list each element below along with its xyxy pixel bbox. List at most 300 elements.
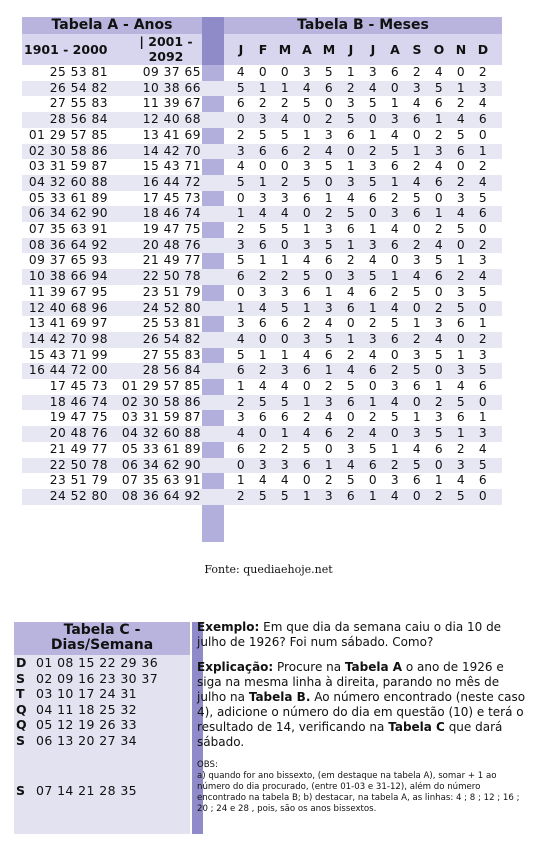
example-text: Em que dia da semana caiu o dia 10 de julho de 1926? Foi num sábado. Como?: [197, 620, 502, 649]
month-value-cell: 5: [346, 206, 356, 221]
month-value-cell: 4: [302, 80, 312, 95]
month-value-cell: 3: [280, 190, 290, 205]
month-value-cell: 3: [456, 284, 466, 299]
month-value-cell: 6: [412, 112, 422, 127]
month-value-cell: 2: [456, 174, 466, 189]
month-value-cell: 4: [280, 112, 290, 127]
month-value-cell: 1: [368, 300, 378, 315]
month-value-cell: 3: [434, 316, 444, 331]
month-value-cell: 4: [456, 379, 466, 393]
month-value-cell: 2: [302, 410, 312, 425]
month-value-cell: 1: [456, 253, 466, 268]
month-value-cell: 2: [478, 331, 488, 346]
weekday-letter: Q: [16, 717, 28, 732]
year-cell-2001-2092: 14 42 70: [142, 143, 201, 158]
month-value-cell: 0: [302, 206, 312, 221]
month-value-cell: 2: [368, 143, 378, 158]
year-cell-1901-2000: 08 36 64 92: [28, 237, 108, 252]
month-value-cell: 5: [368, 174, 378, 189]
month-value-cell: 5: [368, 96, 378, 111]
month-value-cell: 6: [258, 316, 268, 331]
month-value-cell: 2: [346, 80, 356, 95]
month-value-cell: 0: [280, 331, 290, 346]
month-value-cell: 5: [258, 127, 268, 142]
tabela-a-col1-header: 1901 - 2000: [24, 42, 108, 57]
year-cell-2001-2092: 03 31 59 87: [121, 410, 201, 425]
year-cell-2001-2092: 06 34 62 90: [121, 457, 201, 472]
weekday-letter: S: [16, 783, 26, 798]
month-value-cell: 0: [412, 300, 422, 315]
month-value-cell: 2: [236, 394, 246, 409]
month-value-cell: 4: [456, 112, 466, 127]
month-value-cell: 5: [456, 488, 466, 503]
month-value-cell: 3: [478, 426, 488, 441]
month-value-cell: 6: [346, 488, 356, 503]
explanation-text-3: Ao número encontrado (neste caso 4), adicione o número do dia em questão (10) e terá o resultado de 14, verificando na: [197, 690, 526, 734]
month-value-cell: 3: [324, 394, 334, 409]
month-value-cell: 1: [302, 222, 312, 236]
year-cell-2001-2092: 28 56 84: [142, 363, 201, 378]
month-value-cell: 6: [346, 222, 356, 236]
month-value-cell: 1: [390, 174, 400, 189]
year-cell-2001-2092: 01 29 57 85: [121, 379, 201, 393]
month-value-cell: 6: [346, 300, 356, 315]
month-value-cell: 2: [258, 441, 268, 456]
month-header: J: [370, 42, 376, 57]
month-value-cell: 1: [346, 237, 356, 252]
table-row: [22, 395, 502, 411]
month-value-cell: 0: [390, 347, 400, 362]
obs-text: a) quando for ano bissexto, (em destaque na tabela A), somar + 1 ao número do dia procurado, (entre 01-03 e 31-12), além do número encontrado na tabela B; b) destacar, na tabela A, as linhas: 4 ; 8 ; 12 ; 16 ; 20 ; 24 e 28 , pois, são os anos bissextos.: [197, 771, 520, 814]
year-cell-1901-2000: 11 39 67 95: [28, 284, 108, 299]
month-value-cell: 5: [346, 112, 356, 127]
table-row: [22, 96, 502, 112]
table-row: [22, 206, 502, 222]
month-value-cell: 0: [390, 80, 400, 95]
month-value-cell: 2: [390, 457, 400, 472]
year-cell-1901-2000: 02 30 58 86: [28, 143, 108, 158]
month-value-cell: 4: [324, 316, 334, 331]
month-value-cell: 1: [258, 253, 268, 268]
explanation-bold-2: Tabela B.: [248, 690, 311, 704]
month-value-cell: 0: [258, 331, 268, 346]
year-cell-1901-2000: 23 51 79: [49, 473, 108, 488]
month-value-cell: 0: [258, 65, 268, 79]
month-value-cell: 5: [434, 253, 444, 268]
weekday-letter: S: [16, 670, 26, 686]
month-value-cell: 4: [324, 143, 334, 158]
month-value-cell: 4: [324, 410, 334, 425]
month-value-cell: 5: [236, 174, 246, 189]
month-value-cell: 1: [302, 127, 312, 142]
month-value-cell: 0: [412, 222, 422, 236]
weekday-values: 07 14 21 28 35: [36, 783, 138, 798]
month-value-cell: 3: [346, 269, 356, 284]
month-value-cell: 1: [324, 190, 334, 205]
month-value-cell: 6: [478, 379, 488, 393]
month-value-cell: 2: [434, 222, 444, 236]
month-value-cell: 3: [478, 253, 488, 268]
month-value-cell: 0: [236, 190, 246, 205]
month-value-cell: 3: [346, 96, 356, 111]
month-value-cell: 4: [280, 379, 290, 393]
month-value-cell: 4: [236, 426, 246, 441]
month-value-cell: 0: [434, 190, 444, 205]
month-value-cell: 3: [324, 488, 334, 503]
month-value-cell: 2: [368, 316, 378, 331]
month-value-cell: 0: [412, 488, 422, 503]
table-row: [22, 410, 502, 426]
month-value-cell: 5: [478, 190, 488, 205]
year-cell-1901-2000: 24 52 80: [49, 488, 108, 503]
explanation-paragraph: [197, 660, 527, 750]
month-value-cell: 3: [236, 143, 246, 158]
year-cell-2001-2092: 07 35 63 91: [121, 473, 201, 488]
year-cell-2001-2092: 08 36 64 92: [121, 488, 201, 503]
month-value-cell: 1: [456, 80, 466, 95]
month-value-cell: 4: [390, 300, 400, 315]
year-cell-2001-2092: 27 55 83: [142, 347, 201, 362]
year-cell-2001-2092: 09 37 65: [142, 65, 201, 79]
obs-title: OBS:: [197, 760, 218, 770]
year-cell-2001-2092: 16 44 72: [142, 174, 201, 189]
month-value-cell: 5: [302, 96, 312, 111]
month-value-cell: 6: [258, 143, 268, 158]
table-row: [22, 285, 502, 301]
month-value-cell: 3: [302, 331, 312, 346]
month-value-cell: 0: [302, 112, 312, 127]
month-value-cell: 5: [434, 426, 444, 441]
month-value-cell: 3: [236, 237, 246, 252]
month-value-cell: 5: [280, 222, 290, 236]
table-row: [22, 65, 502, 81]
month-value-cell: 2: [280, 269, 290, 284]
month-value-cell: 2: [478, 65, 488, 79]
month-value-cell: 3: [302, 65, 312, 79]
tabela-a-header: [22, 34, 202, 65]
year-cell-1901-2000: 27 55 83: [49, 96, 108, 111]
example-paragraph: [197, 620, 527, 650]
month-value-cell: 5: [478, 284, 488, 299]
weekday-row: [14, 671, 190, 687]
month-value-cell: 2: [390, 363, 400, 378]
month-value-cell: 2: [258, 96, 268, 111]
year-cell-2001-2092: 10 38 66: [142, 80, 201, 95]
month-value-cell: 0: [456, 237, 466, 252]
month-value-cell: 0: [456, 65, 466, 79]
month-value-cell: 0: [368, 473, 378, 488]
month-value-cell: 4: [280, 206, 290, 221]
month-value-cell: 2: [324, 379, 334, 393]
explanation-text-4: que dará sábado.: [197, 720, 503, 749]
month-value-cell: 6: [434, 441, 444, 456]
month-value-cell: 2: [478, 237, 488, 252]
month-value-cell: 6: [324, 253, 334, 268]
explanation-text-2: o ano de 1926 e siga na mesma linha à direita, parando no mês de julho na: [197, 660, 504, 704]
month-value-cell: 3: [390, 379, 400, 393]
year-cell-2001-2092: 11 39 67: [142, 96, 201, 111]
month-value-cell: 1: [346, 159, 356, 174]
month-value-cell: 6: [434, 174, 444, 189]
month-value-cell: 4: [346, 457, 356, 472]
month-value-cell: 6: [368, 190, 378, 205]
month-value-cell: 1: [280, 426, 290, 441]
weekday-letter: Q: [16, 701, 28, 717]
month-value-cell: 2: [412, 331, 422, 346]
month-value-cell: 4: [390, 127, 400, 142]
month-value-cell: 2: [258, 363, 268, 378]
month-value-cell: 5: [258, 488, 268, 503]
month-value-cell: 1: [434, 112, 444, 127]
month-value-cell: 3: [434, 143, 444, 158]
year-cell-2001-2092: 19 47 75: [142, 222, 201, 236]
year-cell-1901-2000: 03 31 59 87: [28, 159, 108, 174]
month-value-cell: 3: [324, 222, 334, 236]
month-value-cell: 4: [258, 379, 268, 393]
table-row: [22, 112, 502, 128]
table-row: [22, 442, 502, 458]
month-value-cell: 2: [368, 410, 378, 425]
year-cell-1901-2000: 22 50 78: [49, 457, 108, 472]
month-value-cell: 5: [434, 347, 444, 362]
month-value-cell: 0: [478, 127, 488, 142]
month-value-cell: 1: [390, 96, 400, 111]
year-cell-2001-2092: 04 32 60 88: [121, 426, 201, 441]
month-value-cell: 4: [478, 269, 488, 284]
month-value-cell: 1: [434, 379, 444, 393]
explanation-panel: [197, 620, 527, 815]
month-value-cell: 6: [324, 80, 334, 95]
month-value-cell: 5: [456, 127, 466, 142]
month-value-cell: 6: [434, 269, 444, 284]
month-value-cell: 6: [478, 112, 488, 127]
month-value-cell: 6: [390, 159, 400, 174]
explanation-bold-3: Tabela C: [388, 720, 445, 734]
month-value-cell: 4: [236, 331, 246, 346]
table-row: [22, 253, 502, 269]
month-value-cell: 4: [434, 65, 444, 79]
month-value-cell: 1: [412, 143, 422, 158]
table-row: [22, 458, 502, 474]
month-value-cell: 5: [280, 394, 290, 409]
table-row: [22, 238, 502, 254]
month-value-cell: 3: [280, 284, 290, 299]
month-value-cell: 5: [324, 159, 334, 174]
month-value-cell: 0: [324, 174, 334, 189]
table-row: [22, 81, 502, 97]
month-value-cell: 5: [412, 457, 422, 472]
tabela-b-title: Tabela B - Meses: [224, 17, 502, 34]
month-value-cell: 2: [412, 159, 422, 174]
table-row: [22, 316, 502, 332]
month-value-cell: 6: [346, 127, 356, 142]
month-value-cell: 5: [258, 222, 268, 236]
month-value-cell: 1: [236, 206, 246, 221]
month-value-cell: 2: [434, 488, 444, 503]
month-value-cell: 5: [412, 284, 422, 299]
month-value-cell: 1: [280, 80, 290, 95]
month-value-cell: 2: [478, 159, 488, 174]
table-row: [22, 473, 502, 489]
month-value-cell: 1: [456, 347, 466, 362]
month-value-cell: 1: [280, 253, 290, 268]
table-row: [22, 489, 502, 505]
weekday-letter: S: [16, 732, 26, 748]
month-value-cell: 4: [456, 473, 466, 488]
year-cell-1901-2000: 19 47 75: [49, 410, 108, 425]
year-cell-2001-2092: 15 43 71: [142, 159, 201, 174]
month-header: M: [278, 42, 292, 57]
month-value-cell: 4: [478, 96, 488, 111]
month-header: D: [477, 42, 489, 57]
month-value-cell: 5: [324, 331, 334, 346]
year-cell-2001-2092: 20 48 76: [142, 237, 201, 252]
weekday-values: 05 12 19 26 33: [36, 717, 138, 732]
tabela-a-col2-header: | 2001 - 2092: [139, 34, 193, 64]
month-value-cell: 6: [478, 473, 488, 488]
year-cell-1901-2000: 26 54 82: [49, 80, 108, 95]
year-cell-2001-2092: 05 33 61 89: [121, 441, 201, 456]
month-value-cell: 3: [456, 457, 466, 472]
month-value-cell: 5: [368, 441, 378, 456]
month-value-cell: 5: [280, 127, 290, 142]
year-cell-2001-2092: 13 41 69: [142, 127, 201, 142]
weekday-letter: T: [16, 686, 25, 701]
month-value-cell: 2: [412, 237, 422, 252]
month-value-cell: 6: [368, 457, 378, 472]
month-value-cell: 5: [302, 174, 312, 189]
month-value-cell: 2: [434, 127, 444, 142]
month-value-cell: 4: [412, 96, 422, 111]
month-value-cell: 1: [434, 473, 444, 488]
month-value-cell: 1: [324, 284, 334, 299]
month-value-cell: 2: [456, 441, 466, 456]
month-value-cell: 6: [280, 143, 290, 158]
month-value-cell: 0: [346, 410, 356, 425]
explanation-bold-1: Tabela A: [344, 660, 403, 674]
year-cell-1901-2000: 14 42 70 98: [28, 331, 108, 346]
month-value-cell: 3: [368, 237, 378, 252]
month-value-cell: 4: [478, 441, 488, 456]
month-value-cell: 3: [412, 80, 422, 95]
tabela-a-title: Tabela A - Anos: [22, 17, 202, 34]
month-value-cell: 4: [236, 65, 246, 79]
weekday-row: [14, 717, 190, 733]
year-cell-1901-2000: 05 33 61 89: [28, 190, 108, 205]
table-row: [22, 159, 502, 175]
month-value-cell: 6: [236, 96, 246, 111]
month-value-cell: 1: [368, 127, 378, 142]
month-value-cell: 3: [478, 80, 488, 95]
month-value-cell: 4: [390, 394, 400, 409]
month-value-cell: 3: [280, 457, 290, 472]
year-cell-2001-2092: 25 53 81: [142, 316, 201, 331]
month-value-cell: 5: [346, 379, 356, 393]
month-value-cell: 6: [302, 190, 312, 205]
month-value-cell: 6: [302, 363, 312, 378]
month-value-cell: 1: [280, 347, 290, 362]
month-value-cell: 1: [258, 174, 268, 189]
month-value-cell: 0: [368, 112, 378, 127]
month-value-cell: 4: [302, 426, 312, 441]
month-value-cell: 3: [302, 159, 312, 174]
month-value-cell: 6: [390, 237, 400, 252]
month-value-cell: 0: [390, 426, 400, 441]
month-value-cell: 5: [236, 80, 246, 95]
month-value-cell: 5: [280, 300, 290, 315]
month-value-cell: 6: [434, 96, 444, 111]
month-value-cell: 0: [236, 457, 246, 472]
month-value-cell: 0: [434, 284, 444, 299]
table-row: [22, 222, 502, 238]
month-value-cell: 0: [258, 426, 268, 441]
month-value-cell: 0: [478, 394, 488, 409]
month-value-cell: 6: [456, 316, 466, 331]
month-value-cell: 2: [280, 96, 290, 111]
explanation-label: Explicação:: [197, 660, 274, 674]
month-value-cell: 5: [368, 269, 378, 284]
month-value-cell: 2: [302, 143, 312, 158]
example-label: Exemplo:: [197, 620, 260, 634]
month-value-cell: 5: [478, 457, 488, 472]
month-value-cell: 5: [324, 237, 334, 252]
month-value-cell: 3: [258, 284, 268, 299]
tabela-c-title: Tabela C - Dias/Semana: [14, 622, 190, 655]
month-value-cell: 2: [456, 96, 466, 111]
month-value-cell: 2: [258, 269, 268, 284]
month-value-cell: 4: [478, 174, 488, 189]
month-value-cell: 6: [346, 394, 356, 409]
year-cell-2001-2092: 18 46 74: [142, 206, 201, 221]
month-value-cell: 4: [434, 159, 444, 174]
month-value-cell: 5: [302, 441, 312, 456]
month-value-cell: 4: [258, 473, 268, 488]
month-value-cell: 2: [346, 426, 356, 441]
month-value-cell: 0: [412, 127, 422, 142]
month-value-cell: 4: [280, 473, 290, 488]
month-value-cell: 0: [280, 159, 290, 174]
month-value-cell: 0: [302, 379, 312, 393]
month-value-cell: 4: [302, 253, 312, 268]
month-value-cell: 4: [434, 331, 444, 346]
year-cell-1901-2000: 10 38 66 94: [28, 269, 108, 284]
month-value-cell: 2: [390, 190, 400, 205]
year-cell-1901-2000: 18 46 74: [49, 394, 108, 409]
month-value-cell: 4: [434, 237, 444, 252]
month-value-cell: 5: [434, 80, 444, 95]
month-value-cell: 3: [456, 363, 466, 378]
year-cell-1901-2000: 12 40 68 96: [28, 300, 108, 315]
month-header: A: [302, 42, 312, 57]
month-value-cell: 4: [346, 284, 356, 299]
month-value-cell: 4: [412, 441, 422, 456]
month-value-cell: 2: [456, 269, 466, 284]
table-row: [22, 332, 502, 348]
month-value-cell: 2: [236, 222, 246, 236]
weekday-row: [14, 783, 190, 799]
month-value-cell: 3: [368, 159, 378, 174]
year-cell-2001-2092: 17 45 73: [142, 190, 201, 205]
year-cell-2001-2092: 23 51 79: [142, 284, 201, 299]
month-value-cell: 1: [258, 347, 268, 362]
month-value-cell: 4: [346, 190, 356, 205]
month-value-cell: 4: [412, 174, 422, 189]
month-value-cell: 1: [434, 206, 444, 221]
year-cell-2001-2092: 24 52 80: [142, 300, 201, 315]
month-value-cell: 2: [346, 347, 356, 362]
month-value-cell: 6: [456, 143, 466, 158]
month-value-cell: 4: [236, 159, 246, 174]
